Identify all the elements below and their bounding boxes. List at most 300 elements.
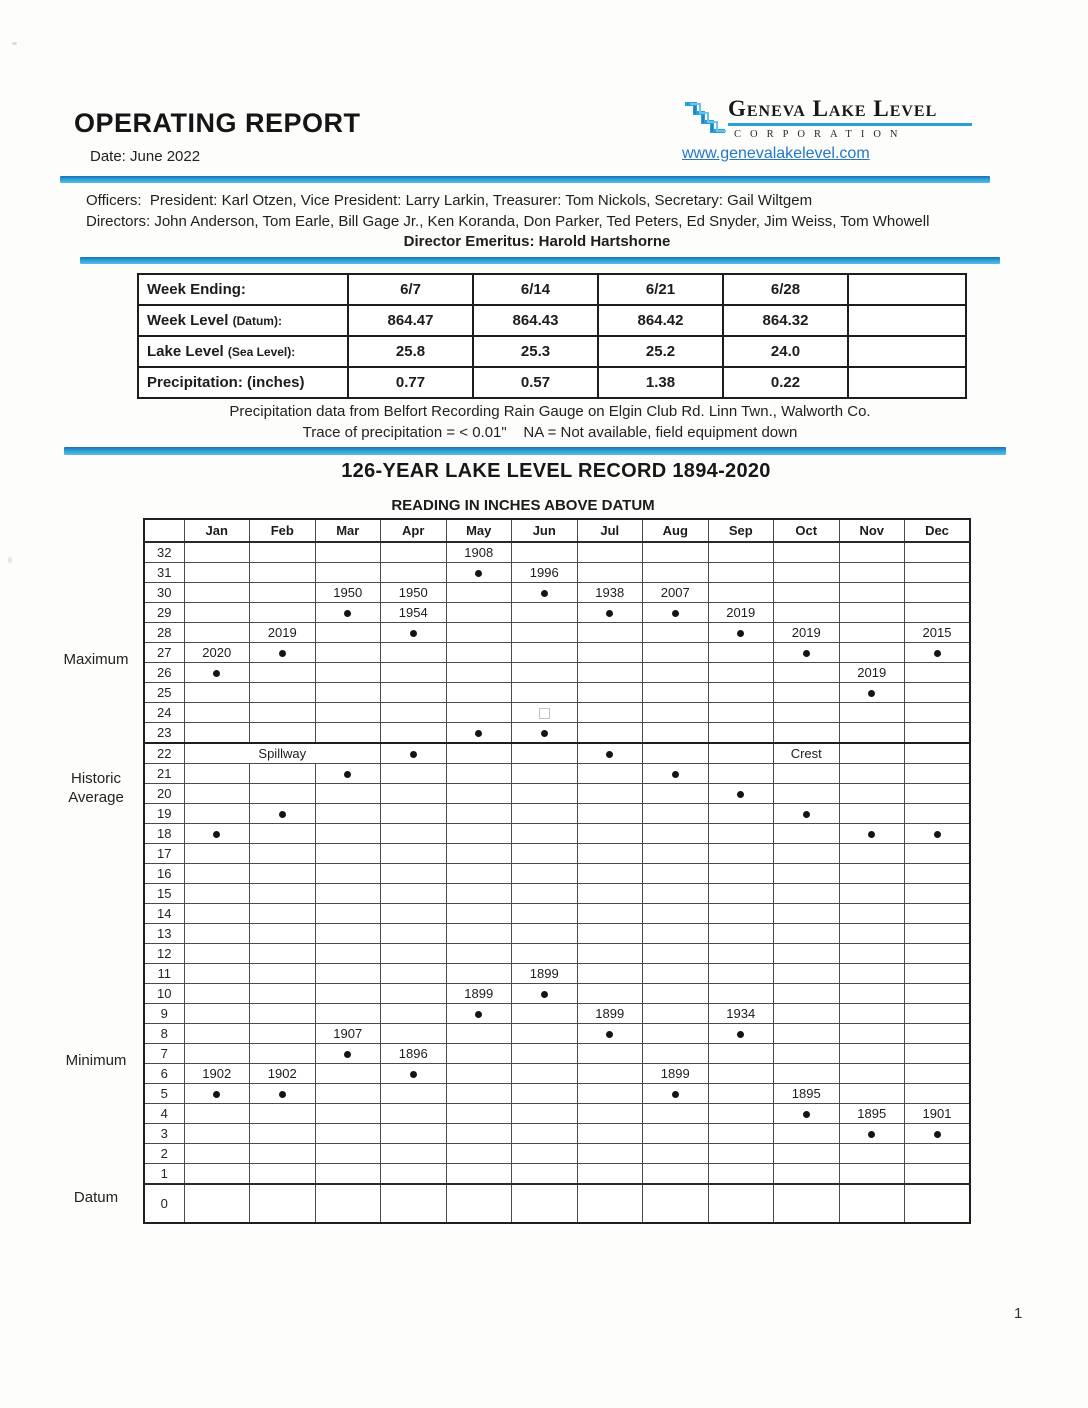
cell-apr-1 [381, 1164, 447, 1185]
cell-oct-24 [774, 703, 840, 723]
row-label-5: 5 [144, 1084, 184, 1104]
cell-aug-11 [643, 964, 709, 984]
record-year-1895-nov: 1895 [839, 1104, 905, 1124]
grid-row-7 [144, 1044, 970, 1064]
record-year-2007-aug: 2007 [643, 583, 709, 603]
company-corporation-label: CORPORATION [734, 129, 907, 140]
cell-oct-7 [774, 1044, 840, 1064]
row-label-7: 7 [144, 1044, 184, 1064]
cell-dec-15 [905, 884, 971, 904]
cell-mar-23 [315, 723, 381, 744]
grid-row-23 [144, 723, 970, 744]
cell-jun-10 [512, 984, 578, 1004]
cell-jul-1 [577, 1164, 643, 1185]
cell-sep-2 [708, 1144, 774, 1164]
cell-jan-3 [184, 1124, 250, 1144]
grid-header [144, 519, 970, 542]
week-value-cell: 0.77 [348, 367, 473, 398]
report-date: Date: June 2022 [90, 148, 201, 165]
directors-line: Directors: John Anderson, Tom Earle, Bill Gage Jr., Ken Koranda, Don Parker, Ted Peters, Ed Snyder, Jim Weiss, Tom Whowell [86, 212, 930, 230]
cell-aug-3 [643, 1124, 709, 1144]
week-value-cell [848, 336, 966, 367]
week-value-cell: 864.47 [348, 305, 473, 336]
cell-jul-21 [577, 764, 643, 784]
month-header-feb: Feb [250, 519, 316, 542]
record-dot [737, 791, 744, 798]
precipitation-legend-note: Trace of precipitation = < 0.01" NA = Not available, field equipment down [302, 424, 798, 441]
row-label-4: 4 [144, 1104, 184, 1124]
cell-jun-26 [512, 663, 578, 683]
cell-nov-24 [839, 703, 905, 723]
cell-sep-17 [708, 844, 774, 864]
cell-aug-26 [643, 663, 709, 683]
company-website-link[interactable]: www.genevalakelevel.com [682, 145, 870, 162]
cell-jun-14 [512, 904, 578, 924]
cell-may-29 [446, 603, 512, 623]
cell-jan-10 [184, 984, 250, 1004]
officers-line: Officers: President: Karl Otzen, Vice President: Larry Larkin, Treasurer: Tom Nickols, Secretary: Gail Wiltgem [86, 192, 813, 209]
grid-row-29 [144, 603, 970, 623]
cell-mar-1 [315, 1164, 381, 1185]
record-dot [803, 811, 810, 818]
week-value-cell: 0.22 [723, 367, 848, 398]
cell-apr-23 [381, 723, 447, 744]
cell-feb-1 [250, 1164, 316, 1185]
cell-may-31 [446, 563, 512, 583]
week-value-cell: 864.32 [723, 305, 848, 336]
grid-row-6 [144, 1064, 970, 1084]
record-year-1902-jan: 1902 [184, 1064, 250, 1084]
grid-row-15 [144, 884, 970, 904]
cell-jul-13 [577, 924, 643, 944]
cell-aug-29 [643, 603, 709, 623]
cell-dec-3 [905, 1124, 971, 1144]
cell-jan-5 [184, 1084, 250, 1104]
cell-jan-18 [184, 824, 250, 844]
row-label-31: 31 [144, 563, 184, 583]
record-year-1996-jun: 1996 [512, 563, 578, 583]
cell-jan-32 [184, 542, 250, 563]
cell-nov-30 [839, 583, 905, 603]
cell-jan-15 [184, 884, 250, 904]
cell-may-21 [446, 764, 512, 784]
cell-jan-28 [184, 623, 250, 643]
cell-sep-21 [708, 764, 774, 784]
cell-apr-8 [381, 1024, 447, 1044]
cell-dec-5 [905, 1084, 971, 1104]
side-label-minimum: Minimum [65, 1052, 127, 1069]
cell-dec-12 [905, 944, 971, 964]
cell-mar-3 [315, 1124, 381, 1144]
record-year-1907-mar: 1907 [315, 1024, 381, 1044]
cell-may-30 [446, 583, 512, 603]
cell-aug-17 [643, 844, 709, 864]
cell-apr-9 [381, 1004, 447, 1024]
grid-row-24 [144, 703, 970, 723]
cell-sep-0 [708, 1184, 774, 1223]
cell-dec-30 [905, 583, 971, 603]
cell-dec-21 [905, 764, 971, 784]
cell-feb-9 [250, 1004, 316, 1024]
cell-sep-12 [708, 944, 774, 964]
cell-aug-24 [643, 703, 709, 723]
row-label-12: 12 [144, 944, 184, 964]
cell-nov-15 [839, 884, 905, 904]
record-dot [606, 751, 613, 758]
record-dot [672, 610, 679, 617]
scan-artifact [8, 557, 12, 563]
row-label-2: 2 [144, 1144, 184, 1164]
cell-jun-13 [512, 924, 578, 944]
cell-may-14 [446, 904, 512, 924]
record-year-2015-dec: 2015 [905, 623, 971, 643]
cell-sep-10 [708, 984, 774, 1004]
week-row-1 [138, 305, 966, 336]
cell-may-0 [446, 1184, 512, 1223]
record-dot [934, 650, 941, 657]
cell-nov-5 [839, 1084, 905, 1104]
record-dot [541, 590, 548, 597]
cell-may-11 [446, 964, 512, 984]
cell-aug-10 [643, 984, 709, 1004]
month-header-oct: Oct [774, 519, 840, 542]
row-label-23: 23 [144, 723, 184, 744]
cell-dec-29 [905, 603, 971, 623]
cell-jan-16 [184, 864, 250, 884]
cell-may-27 [446, 643, 512, 663]
row-label-21: 21 [144, 764, 184, 784]
row-label-16: 16 [144, 864, 184, 884]
record-year-1954-apr: 1954 [381, 603, 447, 623]
cell-dec-26 [905, 663, 971, 683]
report-title: OPERATING REPORT [74, 108, 361, 138]
cell-jul-20 [577, 784, 643, 804]
cell-jun-30 [512, 583, 578, 603]
cell-jun-8 [512, 1024, 578, 1044]
row-label-27: 27 [144, 643, 184, 663]
cell-aug-20 [643, 784, 709, 804]
cell-dec-31 [905, 563, 971, 583]
cell-jul-5 [577, 1084, 643, 1104]
cell-oct-13 [774, 924, 840, 944]
cell-jul-18 [577, 824, 643, 844]
grid-row-17 [144, 844, 970, 864]
cell-oct-15 [774, 884, 840, 904]
record-dot [541, 730, 548, 737]
cell-nov-20 [839, 784, 905, 804]
cell-nov-10 [839, 984, 905, 1004]
page-number: 1 [1014, 1305, 1023, 1322]
row-label-25: 25 [144, 683, 184, 703]
week-value-cell [848, 367, 966, 398]
cell-may-17 [446, 844, 512, 864]
grid-row-0 [144, 1184, 970, 1223]
scan-artifact [12, 42, 17, 45]
cell-mar-2 [315, 1144, 381, 1164]
grid-row-20 [144, 784, 970, 804]
cell-aug-14 [643, 904, 709, 924]
cell-dec-1 [905, 1164, 971, 1185]
week-value-cell: 0.57 [473, 367, 598, 398]
week-value-cell: 6/14 [473, 274, 598, 305]
week-value-cell: 1.38 [598, 367, 723, 398]
cell-feb-24 [250, 703, 316, 723]
cell-jun-27 [512, 643, 578, 663]
record-dot [279, 650, 286, 657]
cell-aug-32 [643, 542, 709, 563]
row-label-0: 0 [144, 1184, 184, 1223]
cell-apr-16 [381, 864, 447, 884]
cell-mar-28 [315, 623, 381, 643]
officers-block [86, 191, 988, 253]
cell-sep-23 [708, 723, 774, 744]
cell-dec-20 [905, 784, 971, 804]
cell-mar-18 [315, 824, 381, 844]
cell-dec-7 [905, 1044, 971, 1064]
cell-sep-8 [708, 1024, 774, 1044]
cell-may-28 [446, 623, 512, 643]
cell-oct-32 [774, 542, 840, 563]
cell-jan-8 [184, 1024, 250, 1044]
record-year-1908-may: 1908 [446, 542, 512, 563]
month-header-may: May [446, 519, 512, 542]
record-year-1902-feb: 1902 [250, 1064, 316, 1084]
cell-may-9 [446, 1004, 512, 1024]
cell-apr-2 [381, 1144, 447, 1164]
week-value-cell: 6/21 [598, 274, 723, 305]
cell-mar-17 [315, 844, 381, 864]
cell-sep-5 [708, 1084, 774, 1104]
cell-sep-20 [708, 784, 774, 804]
cell-oct-9 [774, 1004, 840, 1024]
cell-oct-11 [774, 964, 840, 984]
cell-may-19 [446, 804, 512, 824]
cell-apr-15 [381, 884, 447, 904]
cell-jul-26 [577, 663, 643, 683]
cell-aug-8 [643, 1024, 709, 1044]
week-summary-body [138, 274, 966, 398]
cell-mar-16 [315, 864, 381, 884]
separator-bar-bottom [64, 447, 1006, 455]
cell-mar-24 [315, 703, 381, 723]
record-year-1899-jul: 1899 [577, 1004, 643, 1024]
cell-aug-12 [643, 944, 709, 964]
cell-may-12 [446, 944, 512, 964]
cell-jun-25 [512, 683, 578, 703]
cell-jul-6 [577, 1064, 643, 1084]
cell-jun-24 [512, 703, 578, 723]
cell-jul-32 [577, 542, 643, 563]
week-row-label: Lake Level (Sea Level): [138, 336, 348, 367]
cell-oct-25 [774, 683, 840, 703]
month-header-apr: Apr [381, 519, 447, 542]
cell-feb-12 [250, 944, 316, 964]
cell-apr-6 [381, 1064, 447, 1084]
month-header-jun: Jun [512, 519, 578, 542]
cell-oct-18 [774, 824, 840, 844]
cell-mar-10 [315, 984, 381, 1004]
cell-jun-9 [512, 1004, 578, 1024]
row-label-29: 29 [144, 603, 184, 623]
cell-jan-30 [184, 583, 250, 603]
cell-aug-18 [643, 824, 709, 844]
row-label-20: 20 [144, 784, 184, 804]
cell-sep-4 [708, 1104, 774, 1124]
cell-jun-4 [512, 1104, 578, 1124]
cell-jan-17 [184, 844, 250, 864]
cell-mar-20 [315, 784, 381, 804]
cell-nov-0 [839, 1184, 905, 1223]
cell-jun-0 [512, 1184, 578, 1223]
week-row-label: Week Ending: [138, 274, 348, 305]
cell-oct-21 [774, 764, 840, 784]
week-value-cell [848, 305, 966, 336]
cell-jun-20 [512, 784, 578, 804]
side-label-maximum: Maximum [63, 651, 129, 668]
grid-row-14 [144, 904, 970, 924]
cell-feb-5 [250, 1084, 316, 1104]
cell-feb-21 [250, 764, 316, 784]
record-dot [344, 610, 351, 617]
grid-row-3 [144, 1124, 970, 1144]
cell-sep-24 [708, 703, 774, 723]
cell-dec-8 [905, 1024, 971, 1044]
cell-jul-16 [577, 864, 643, 884]
cell-aug-27 [643, 643, 709, 663]
cell-sep-32 [708, 542, 774, 563]
cell-dec-13 [905, 924, 971, 944]
cell-aug-0 [643, 1184, 709, 1223]
record-dot [606, 610, 613, 617]
week-value-cell: 864.42 [598, 305, 723, 336]
week-row-3 [138, 367, 966, 398]
cell-dec-27 [905, 643, 971, 663]
cell-apr-21 [381, 764, 447, 784]
record-year-1938-jul: 1938 [577, 583, 643, 603]
cell-nov-8 [839, 1024, 905, 1044]
cell-sep-6 [708, 1064, 774, 1084]
cell-may-15 [446, 884, 512, 904]
cell-mar-4 [315, 1104, 381, 1124]
record-dot [606, 1031, 613, 1038]
director-emeritus-line: Director Emeritus: Harold Hartshorne [403, 233, 671, 250]
cell-sep-13 [708, 924, 774, 944]
record-year-1950-apr: 1950 [381, 583, 447, 603]
company-name: Geneva Lake Level [728, 96, 972, 126]
cell-sep-22 [708, 743, 774, 764]
cell-aug-19 [643, 804, 709, 824]
cell-jul-27 [577, 643, 643, 663]
cell-jan-21 [184, 764, 250, 784]
month-header-aug: Aug [643, 519, 709, 542]
week-value-cell: 6/7 [348, 274, 473, 305]
cell-feb-30 [250, 583, 316, 603]
cell-nov-27 [839, 643, 905, 663]
grid-row-5 [144, 1084, 970, 1104]
row-label-30: 30 [144, 583, 184, 603]
cell-mar-29 [315, 603, 381, 623]
cell-jul-12 [577, 944, 643, 964]
cell-sep-25 [708, 683, 774, 703]
cell-mar-14 [315, 904, 381, 924]
row-label-26: 26 [144, 663, 184, 683]
record-dot [213, 1091, 220, 1098]
cell-jan-2 [184, 1144, 250, 1164]
cell-jan-9 [184, 1004, 250, 1024]
cell-may-4 [446, 1104, 512, 1124]
cell-nov-31 [839, 563, 905, 583]
record-dot [410, 751, 417, 758]
cell-sep-19 [708, 804, 774, 824]
cell-apr-28 [381, 623, 447, 643]
cell-may-24 [446, 703, 512, 723]
cell-apr-27 [381, 643, 447, 663]
cell-oct-30 [774, 583, 840, 603]
cell-feb-0 [250, 1184, 316, 1223]
cell-jul-17 [577, 844, 643, 864]
cell-nov-25 [839, 683, 905, 703]
record-dot [344, 771, 351, 778]
cascade-waterfall-icon [682, 100, 728, 140]
cell-may-1 [446, 1164, 512, 1185]
cell-jul-23 [577, 723, 643, 744]
cell-may-22 [446, 743, 512, 764]
row-label-32: 32 [144, 542, 184, 563]
grid-row-30 [144, 583, 970, 603]
cell-aug-2 [643, 1144, 709, 1164]
cell-oct-16 [774, 864, 840, 884]
grid-row-28 [144, 623, 970, 643]
week-value-cell: 864.43 [473, 305, 598, 336]
grid-row-19 [144, 804, 970, 824]
month-header-mar: Mar [315, 519, 381, 542]
cell-jul-11 [577, 964, 643, 984]
cell-jan-31 [184, 563, 250, 583]
record-dot [475, 570, 482, 577]
cell-oct-12 [774, 944, 840, 964]
week-row-label: Week Level (Datum): [138, 305, 348, 336]
record-dot [803, 1111, 810, 1118]
cell-aug-21 [643, 764, 709, 784]
cell-aug-23 [643, 723, 709, 744]
chart-subtitle: READING IN INCHES ABOVE DATUM [391, 497, 655, 514]
row-label-14: 14 [144, 904, 184, 924]
cell-jun-1 [512, 1164, 578, 1185]
cell-may-20 [446, 784, 512, 804]
spillway-label-cell: Spillway [184, 743, 381, 764]
cell-may-23 [446, 723, 512, 744]
cell-sep-31 [708, 563, 774, 583]
cell-oct-17 [774, 844, 840, 864]
cell-feb-14 [250, 904, 316, 924]
cell-dec-10 [905, 984, 971, 1004]
cell-feb-16 [250, 864, 316, 884]
cell-aug-31 [643, 563, 709, 583]
cell-apr-31 [381, 563, 447, 583]
cell-jun-12 [512, 944, 578, 964]
cell-may-13 [446, 924, 512, 944]
cell-feb-2 [250, 1144, 316, 1164]
cell-jul-8 [577, 1024, 643, 1044]
cell-jan-25 [184, 683, 250, 703]
lake-level-grid [143, 518, 971, 1224]
cell-mar-32 [315, 542, 381, 563]
cell-nov-29 [839, 603, 905, 623]
cell-sep-7 [708, 1044, 774, 1064]
cell-jun-18 [512, 824, 578, 844]
cell-jun-21 [512, 764, 578, 784]
month-header-nov: Nov [839, 519, 905, 542]
